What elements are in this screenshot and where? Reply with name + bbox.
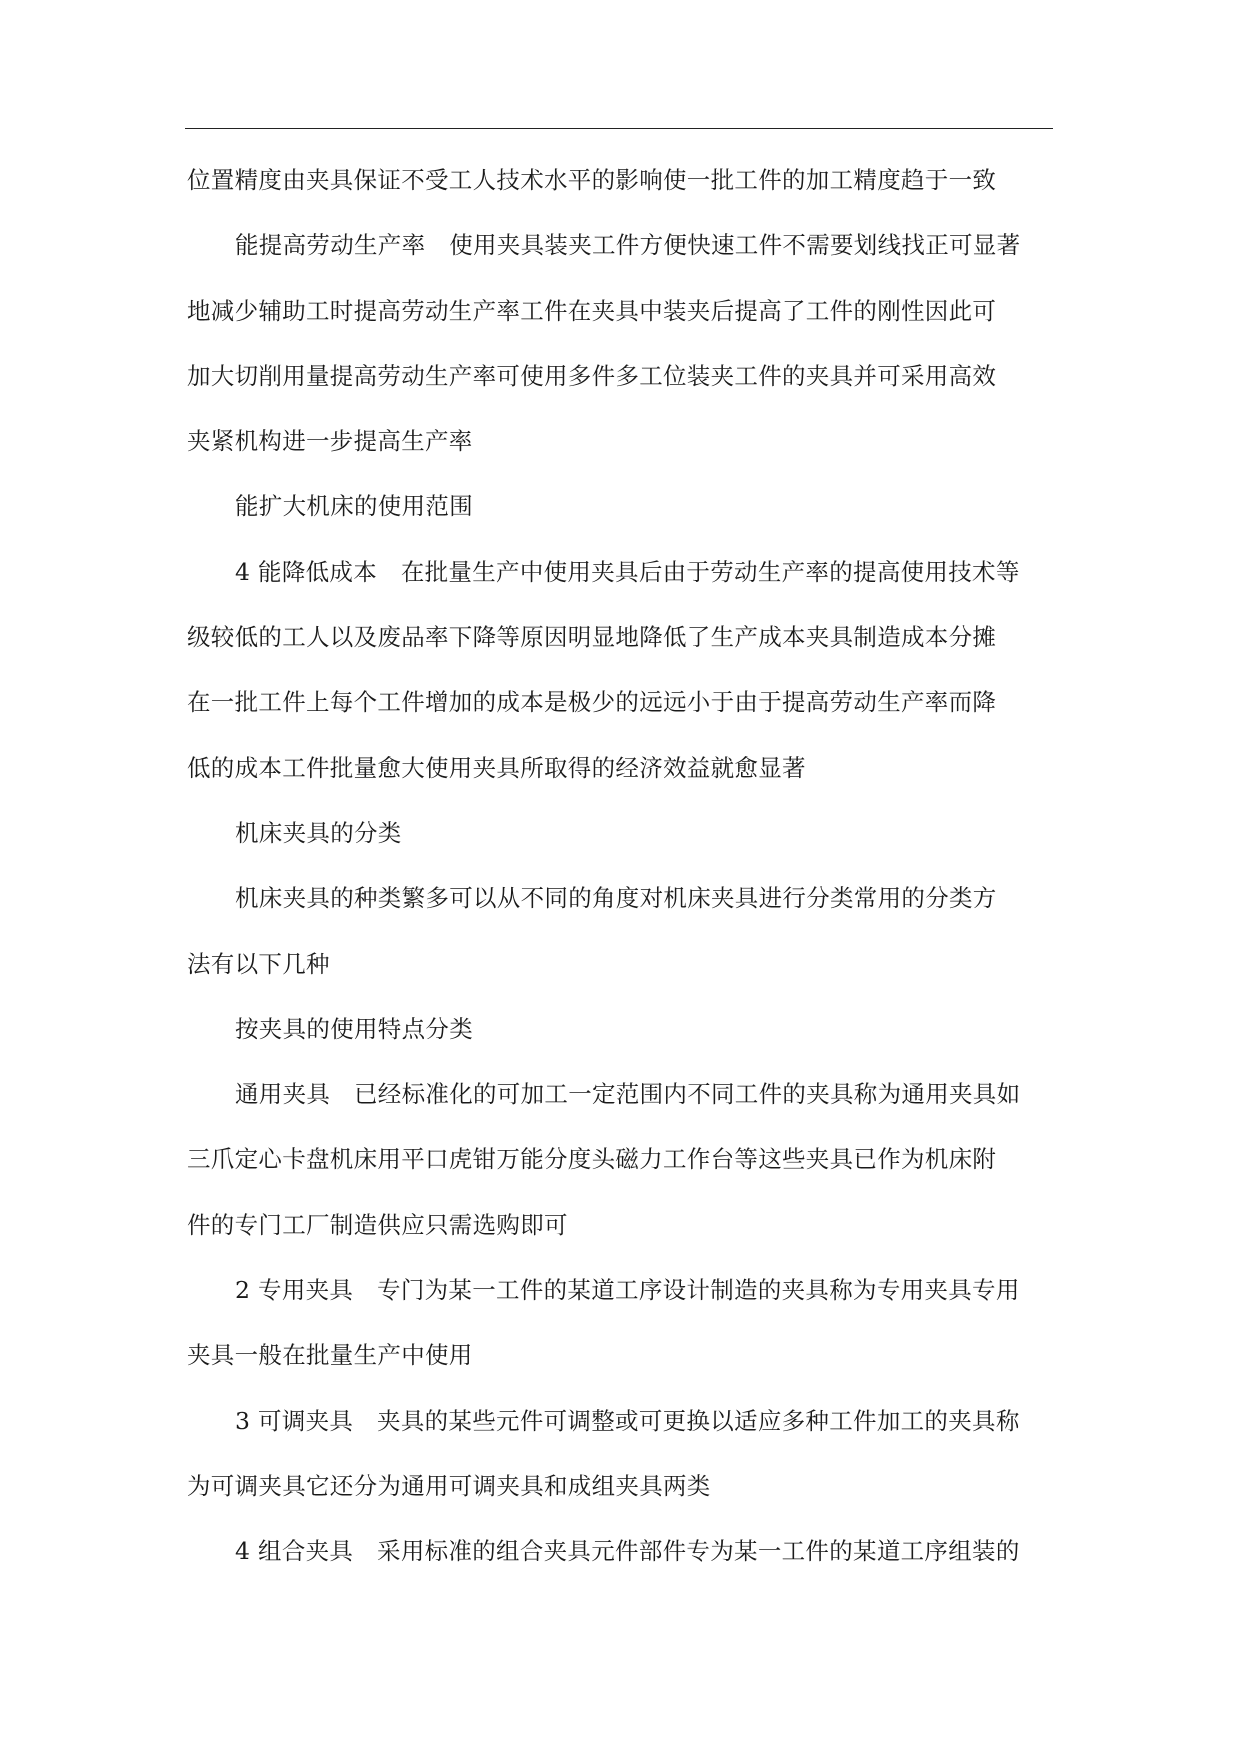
text-line: 为可调夹具它还分为通用可调夹具和成组夹具两类 bbox=[187, 1471, 711, 1500]
text-line: 机床夹具的种类繁多可以从不同的角度对机床夹具进行分类常用的分类方 bbox=[235, 884, 997, 913]
text-line: 4 能降低成本 在批量生产中使用夹具后由于劳动生产率的提高使用技术等 bbox=[235, 557, 1020, 586]
text-line: 3 可调夹具 夹具的某些元件可调整或可更换以适应多种工件加工的夹具称 bbox=[235, 1406, 1020, 1435]
text-line: 低的成本工件批量愈大使用夹具所取得的经济效益就愈显著 bbox=[187, 753, 806, 782]
text-line: 件的专门工厂制造供应只需选购即可 bbox=[187, 1210, 568, 1239]
text-line: 三爪定心卡盘机床用平口虎钳万能分度头磁力工作台等这些夹具已作为机床附 bbox=[187, 1145, 997, 1174]
text-line: 夹紧机构进一步提高生产率 bbox=[187, 427, 473, 456]
header-rule bbox=[185, 128, 1053, 129]
text-line: 法有以下几种 bbox=[187, 949, 330, 978]
text-line: 通用夹具 已经标准化的可加工一定范围内不同工件的夹具称为通用夹具如 bbox=[235, 1080, 1021, 1109]
text-line: 机床夹具的分类 bbox=[235, 818, 402, 847]
text-line: 夹具一般在批量生产中使用 bbox=[187, 1341, 473, 1370]
text-line: 能提高劳动生产率 使用夹具装夹工件方便快速工件不需要划线找正可显著 bbox=[235, 231, 1021, 260]
document-body bbox=[187, 160, 1059, 1597]
text-line: 4 组合夹具 采用标准的组合夹具元件部件专为某一工件的某道工序组装的 bbox=[235, 1537, 1020, 1566]
text-line: 能扩大机床的使用范围 bbox=[235, 492, 473, 521]
text-line: 2 专用夹具 专门为某一工件的某道工序设计制造的夹具称为专用夹具专用 bbox=[235, 1276, 1020, 1305]
text-line: 级较低的工人以及废品率下降等原因明显地降低了生产成本夹具制造成本分摊 bbox=[187, 623, 997, 652]
text-line: 位置精度由夹具保证不受工人技术水平的影响使一批工件的加工精度趋于一致 bbox=[187, 166, 997, 194]
text-line: 按夹具的使用特点分类 bbox=[235, 1014, 473, 1043]
text-line: 在一批工件上每个工件增加的成本是极少的远远小于由于提高劳动生产率而降 bbox=[187, 688, 997, 717]
text-line: 地减少辅助工时提高劳动生产率工件在夹具中装夹后提高了工件的刚性因此可 bbox=[187, 296, 997, 325]
text-line: 加大切削用量提高劳动生产率可使用多件多工位装夹工件的夹具并可采用高效 bbox=[187, 361, 997, 390]
